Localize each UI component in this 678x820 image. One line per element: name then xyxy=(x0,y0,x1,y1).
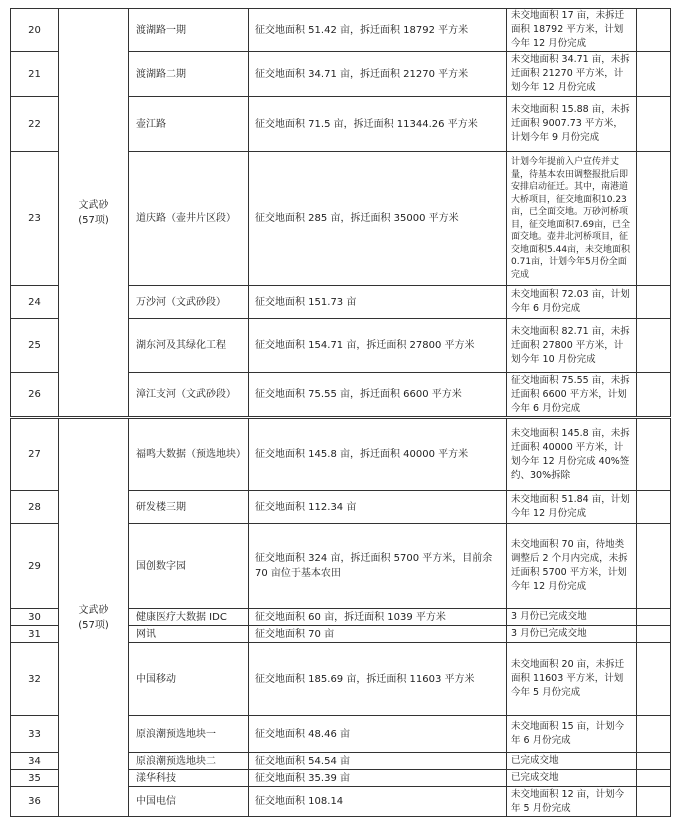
status-info: 未交地面积 20 亩，未拆迁面积 11603 平方米，计划今年 5 月份完成 xyxy=(507,643,637,716)
empty-cell xyxy=(637,753,671,770)
area-info: 征交地面积 60 亩，拆迁面积 1039 平方米 xyxy=(249,609,507,626)
empty-cell xyxy=(637,419,671,491)
empty-cell xyxy=(637,491,671,524)
row-number: 21 xyxy=(11,52,59,97)
status-info: 未交地面积 34.71 亩，未拆迁面积 21270 平方米，计划今年 12 月份完成 xyxy=(507,52,637,97)
area-info: 征交地面积 151.73 亩 xyxy=(249,286,507,319)
area-info: 征交地面积 108.14 xyxy=(249,787,507,817)
area-info: 征交地面积 71.5 亩，拆迁面积 11344.26 平方米 xyxy=(249,97,507,152)
status-info: 征交地面积 75.55 亩，未拆迁面积 6600 平方米，计划今年 6 月份完成 xyxy=(507,373,637,417)
project-name: 福鸣大数据（预选地块） xyxy=(129,419,249,491)
project-name: 壶江路 xyxy=(129,97,249,152)
project-name: 道庆路（壶井片区段） xyxy=(129,152,249,286)
area-info: 征交地面积 48.46 亩 xyxy=(249,716,507,753)
project-name: 漾华科技 xyxy=(129,770,249,787)
district-label: 文武砂 (57项) xyxy=(78,199,109,226)
empty-cell xyxy=(637,643,671,716)
land-table-2 xyxy=(10,418,671,817)
project-name: 渡湖路二期 xyxy=(129,52,249,97)
row-number: 30 xyxy=(11,609,59,626)
status-info: 未交地面积 145.8 亩，未拆迁面积 40000 平方米，计划今年 12 月份完成 40%签约、30%拆除 xyxy=(507,419,637,491)
project-name: 原浪潮预选地块一 xyxy=(129,716,249,753)
empty-cell xyxy=(637,286,671,319)
row-number: 33 xyxy=(11,716,59,753)
empty-cell xyxy=(637,626,671,643)
status-info: 未交地面积 12 亩，计划今年 5 月份完成 xyxy=(507,787,637,817)
status-info: 未交地面积 82.71 亩，未拆迁面积 27800 平方米，计划今年 10 月份完成 xyxy=(507,319,637,373)
empty-cell xyxy=(637,524,671,609)
empty-cell xyxy=(637,152,671,286)
row-number: 23 xyxy=(11,152,59,286)
project-name: 漳江支河（文武砂段） xyxy=(129,373,249,417)
status-info: 计划今年提前入户宣传并丈量，待基本农田调整报批后即安排启动征迁。其中，南港道大桥项目，征交地面积10.23亩，已全面交地。万砂河桥项目，征交地面积7.69亩，已全面交地。壶井北河桥项目，征交地面积5.44亩，未交地面积0.71亩，计划今年5月份全面完成 xyxy=(507,152,637,286)
area-info: 征交地面积 154.71 亩，拆迁面积 27800 平方米 xyxy=(249,319,507,373)
project-name: 中国移动 xyxy=(129,643,249,716)
district-cell xyxy=(59,419,129,817)
area-info: 征交地面积 51.42 亩，拆迁面积 18792 平方米 xyxy=(249,9,507,52)
area-info: 征交地面积 34.71 亩，拆迁面积 21270 平方米 xyxy=(249,52,507,97)
area-info: 征交地面积 35.39 亩 xyxy=(249,770,507,787)
empty-cell xyxy=(637,319,671,373)
empty-cell xyxy=(637,770,671,787)
table-row xyxy=(11,419,671,491)
row-number: 32 xyxy=(11,643,59,716)
area-info: 征交地面积 75.55 亩，拆迁面积 6600 平方米 xyxy=(249,373,507,417)
area-info: 征交地面积 70 亩 xyxy=(249,626,507,643)
land-table-1 xyxy=(10,8,671,417)
district-cell xyxy=(59,9,129,417)
area-info: 征交地面积 324 亩，拆迁面积 5700 平方米，目前余 70 亩位于基本农田 xyxy=(249,524,507,609)
project-name: 湖东河及其绿化工程 xyxy=(129,319,249,373)
empty-cell xyxy=(637,9,671,52)
area-info: 征交地面积 145.8 亩，拆迁面积 40000 平方米 xyxy=(249,419,507,491)
empty-cell xyxy=(637,373,671,417)
row-number: 24 xyxy=(11,286,59,319)
project-name: 国创数字园 xyxy=(129,524,249,609)
status-info: 未交地面积 72.03 亩，计划今年 6 月份完成 xyxy=(507,286,637,319)
row-number: 36 xyxy=(11,787,59,817)
project-name: 原浪潮预选地块二 xyxy=(129,753,249,770)
row-number: 34 xyxy=(11,753,59,770)
area-info: 征交地面积 285 亩，拆迁面积 35000 平方米 xyxy=(249,152,507,286)
status-info: 未交地面积 17 亩，未拆迁面积 18792 平方米，计划今年 12 月份完成 xyxy=(507,9,637,52)
project-name: 渡湖路一期 xyxy=(129,9,249,52)
area-info: 征交地面积 112.34 亩 xyxy=(249,491,507,524)
status-info: 已完成交地 xyxy=(507,753,637,770)
status-info: 未交地面积 51.84 亩，计划今年 12 月份完成 xyxy=(507,491,637,524)
row-number: 20 xyxy=(11,9,59,52)
area-info: 征交地面积 54.54 亩 xyxy=(249,753,507,770)
row-number: 35 xyxy=(11,770,59,787)
row-number: 27 xyxy=(11,419,59,491)
status-info: 3 月份已完成交地 xyxy=(507,626,637,643)
row-number: 29 xyxy=(11,524,59,609)
project-name: 健康医疗大数据 IDC xyxy=(129,609,249,626)
area-info: 征交地面积 185.69 亩，拆迁面积 11603 平方米 xyxy=(249,643,507,716)
project-name: 网讯 xyxy=(129,626,249,643)
empty-cell xyxy=(637,52,671,97)
empty-cell xyxy=(637,97,671,152)
project-name: 研发楼三期 xyxy=(129,491,249,524)
empty-cell xyxy=(637,716,671,753)
row-number: 25 xyxy=(11,319,59,373)
row-number: 26 xyxy=(11,373,59,417)
status-info: 3 月份已完成交地 xyxy=(507,609,637,626)
project-name: 万沙河（文武砂段） xyxy=(129,286,249,319)
status-info: 未交地面积 70 亩，待地类调整后 2 个月内完成，未拆迁面积 5700 平方米，计划今年 12 月份完成 xyxy=(507,524,637,609)
row-number: 28 xyxy=(11,491,59,524)
row-number: 22 xyxy=(11,97,59,152)
table-row xyxy=(11,9,671,52)
status-info: 未交地面积 15 亩，计划今年 6 月份完成 xyxy=(507,716,637,753)
empty-cell xyxy=(637,609,671,626)
status-info: 已完成交地 xyxy=(507,770,637,787)
status-info: 未交地面积 15.88 亩，未拆迁面积 9007.73 平方米，计划今年 9 月份完成 xyxy=(507,97,637,152)
row-number: 31 xyxy=(11,626,59,643)
district-label: 文武砂 (57项) xyxy=(78,604,109,631)
empty-cell xyxy=(637,787,671,817)
project-name: 中国电信 xyxy=(129,787,249,817)
